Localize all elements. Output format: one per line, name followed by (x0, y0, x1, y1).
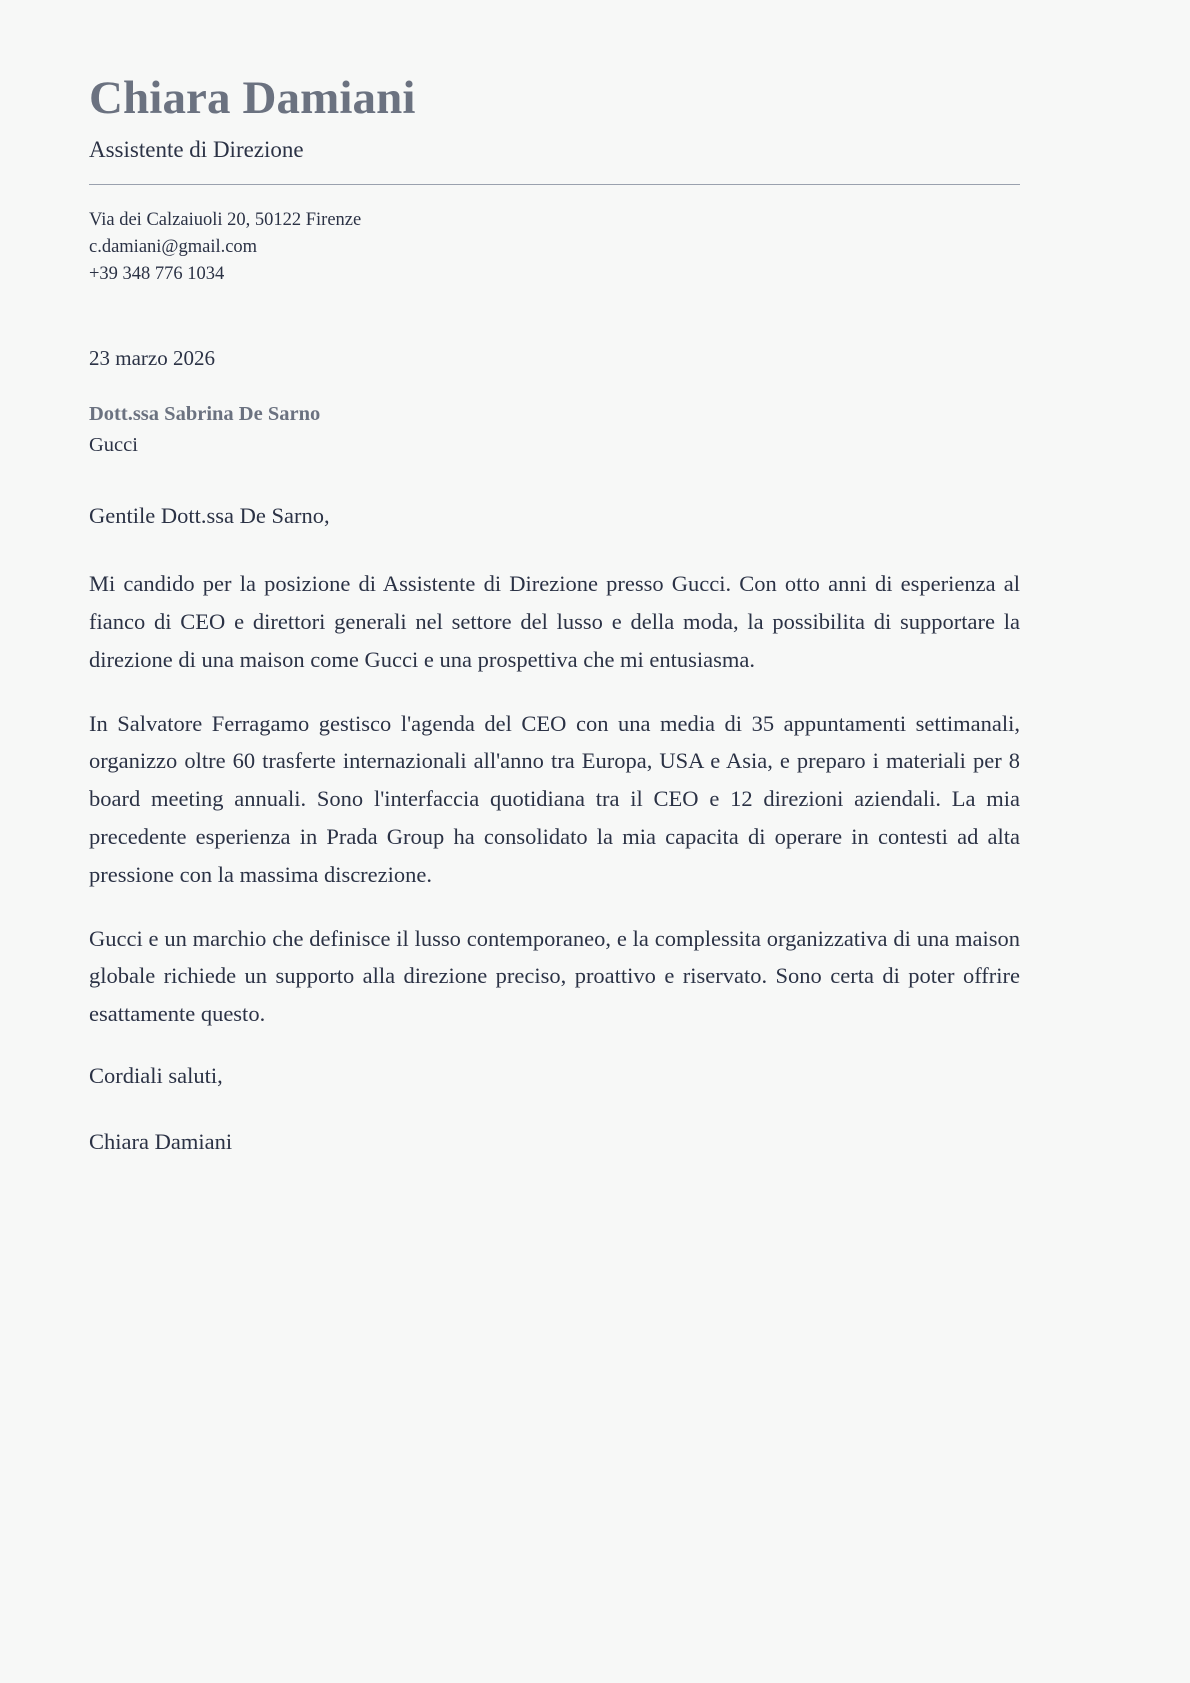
letter-date: 23 marzo 2026 (89, 345, 215, 370)
signature-name: Chiara Damiani (89, 1128, 233, 1154)
salutation: Gentile Dott.ssa De Sarno, (89, 503, 330, 529)
letter-meta (89, 344, 1040, 460)
candidate-name: Chiara Damiani (89, 72, 416, 124)
candidate-job-title: Assistente di Direzione (89, 136, 304, 162)
recipient-name: Dott.ssa Sabrina De Sarno (89, 403, 321, 425)
body-paragraph: Gucci e un marchio che definisce il lusso contemporaneo, e la complessita organizzativa di una maison globale richiede un supporto alla direzione preciso, proattivo e riservato. Sono certa di poter offrire esattamente questo. (89, 925, 1020, 1027)
header-divider (89, 184, 1020, 185)
contact-address: Via dei Calzaiuoli 20, 50122 Firenze (89, 210, 362, 231)
recipient-company: Gucci (89, 433, 138, 456)
contact-email: c.damiani@gmail.com (89, 237, 258, 258)
body-paragraph: Mi candido per la posizione di Assistente di Direzione presso Gucci. Con otto anni di esperienza al fianco di CEO e direttori generali nel settore del lusso e della moda, la possibilita di supportare la direzione di una maison come Gucci e una prospettiva che mi entusiasma. (89, 571, 1020, 672)
closing-salutation: Cordiali saluti, (89, 1062, 223, 1088)
contact-phone: +39 348 776 1034 (89, 263, 225, 284)
letter-header (89, 72, 1040, 185)
recipient-block (89, 400, 1040, 459)
letter-body (89, 499, 1020, 1158)
body-paragraph: In Salvatore Ferragamo gestisco l'agenda del CEO con una media di 35 appuntamenti settimanali, organizzo oltre 60 trasferte internazionali all'anno tra Europa, USA e Asia, e preparo i materiali per 8 board meeting annuali. Sono l'interfaccia quotidiana tra il CEO e 12 direzioni aziendali. La mia precedente esperienza in Prada Group ha consolidato la mia capacita di operare in contesti ad alta pressione con la massima discrezione. (89, 710, 1020, 887)
contact-block (89, 207, 1040, 287)
